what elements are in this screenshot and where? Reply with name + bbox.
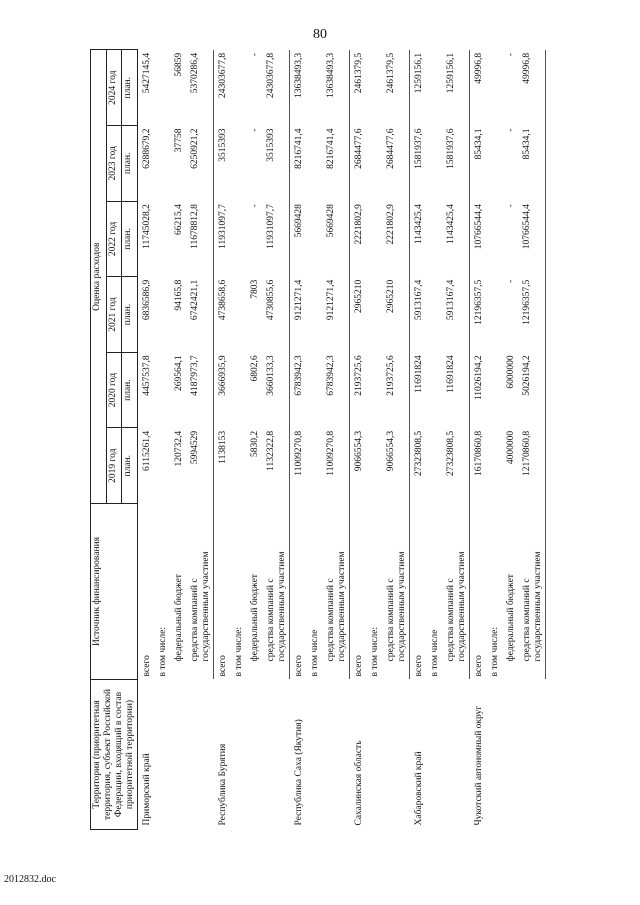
territory-cell: Сахалинская область bbox=[353, 740, 364, 826]
value-cell: 6836586,9 bbox=[142, 279, 152, 321]
value-cell: 12196357,5 bbox=[474, 279, 484, 325]
value-cell: 6742421,1 bbox=[186, 277, 214, 353]
value-cell: - bbox=[506, 52, 516, 57]
value-cell bbox=[154, 201, 170, 277]
value-cell bbox=[426, 50, 442, 126]
source-cell: средства компаний с государственным участием bbox=[518, 504, 546, 680]
value-cell: 2221802,9 bbox=[382, 201, 410, 277]
value-cell bbox=[230, 126, 246, 202]
value-cell: 120732,4 bbox=[174, 430, 184, 467]
value-cell bbox=[306, 352, 322, 428]
value-cell: 4457537,8 bbox=[142, 355, 152, 396]
value-cell: 12196357,5 bbox=[518, 277, 546, 353]
value-cell: 11691824 bbox=[442, 352, 470, 428]
value-cell: 11931097,7 bbox=[262, 201, 290, 277]
value-cell: - bbox=[250, 204, 260, 208]
source-cell: всего bbox=[354, 655, 364, 677]
territory-cell: Чукотский автономный округ bbox=[473, 705, 484, 826]
territory-cell: Республика Бурятия bbox=[217, 743, 228, 826]
value-cell: 49996,8 bbox=[518, 50, 546, 126]
value-cell bbox=[366, 50, 382, 126]
source-cell: в том числе: bbox=[490, 626, 500, 677]
value-cell: 85434,1 bbox=[474, 128, 484, 160]
source-cell: средства компаний с государственным участием bbox=[262, 504, 290, 680]
value-cell: 5913167,4 bbox=[442, 277, 470, 353]
value-cell: 11931097,7 bbox=[218, 204, 228, 249]
source-cell: средства компаний с государственным участием bbox=[186, 504, 214, 680]
value-cell: 5370286,4 bbox=[186, 50, 214, 126]
header-estimate: Оценка расходов bbox=[91, 50, 107, 504]
value-cell: 1138153 bbox=[218, 430, 228, 464]
value-cell: 1259156,1 bbox=[442, 50, 470, 126]
value-cell: 6115261,4 bbox=[142, 430, 152, 471]
value-cell bbox=[366, 126, 382, 202]
value-cell: 5427145,4 bbox=[142, 52, 152, 94]
header-year: 2021 год bbox=[106, 277, 122, 353]
value-cell bbox=[486, 428, 502, 504]
value-cell bbox=[230, 50, 246, 126]
source-cell: в том числе: bbox=[370, 626, 380, 677]
value-cell: 2965210 bbox=[382, 277, 410, 353]
value-cell: 6288679,2 bbox=[142, 128, 152, 169]
value-cell: 1581937,6 bbox=[442, 126, 470, 202]
value-cell bbox=[486, 277, 502, 353]
value-cell: 94165,8 bbox=[174, 279, 184, 311]
value-cell: 10766544,4 bbox=[474, 204, 484, 250]
value-cell: 1132322,8 bbox=[262, 428, 290, 504]
header-year: 2019 год bbox=[106, 428, 122, 504]
table-row bbox=[138, 50, 155, 830]
value-cell bbox=[426, 352, 442, 428]
header-plan: план. bbox=[122, 201, 138, 277]
value-cell: 27323808,5 bbox=[414, 430, 424, 477]
header-year: 2022 год bbox=[106, 201, 122, 277]
value-cell: - bbox=[250, 128, 260, 132]
value-cell bbox=[426, 201, 442, 277]
value-cell: 6783942,3 bbox=[294, 355, 304, 396]
value-cell bbox=[154, 428, 170, 504]
value-cell: 11678812,8 bbox=[186, 201, 214, 277]
value-cell bbox=[230, 428, 246, 504]
value-cell: - bbox=[506, 204, 516, 208]
table-row bbox=[350, 50, 367, 830]
value-cell bbox=[426, 126, 442, 202]
value-cell bbox=[366, 201, 382, 277]
header-plan: план. bbox=[122, 352, 138, 428]
value-cell: 6783942,3 bbox=[322, 352, 350, 428]
value-cell: 4730855,6 bbox=[262, 277, 290, 353]
value-cell: 5994529 bbox=[186, 428, 214, 504]
value-cell: 1143425,4 bbox=[414, 204, 424, 245]
value-cell bbox=[486, 352, 502, 428]
table-row bbox=[410, 50, 427, 830]
value-cell: 8216741,4 bbox=[322, 126, 350, 202]
value-cell: 49996,8 bbox=[474, 52, 484, 84]
source-cell: в том числе bbox=[310, 629, 320, 677]
value-cell: 5830,2 bbox=[250, 430, 260, 458]
value-cell: 13638493,3 bbox=[294, 52, 304, 99]
value-cell: 2684477,6 bbox=[382, 126, 410, 202]
value-cell: 37758 bbox=[174, 128, 184, 153]
territory-cell: Хабаровский край bbox=[413, 751, 424, 826]
value-cell bbox=[366, 428, 382, 504]
header-source: Источник финансирования bbox=[91, 504, 138, 680]
value-cell: 56859 bbox=[174, 52, 184, 77]
value-cell: 9121271,4 bbox=[294, 279, 304, 321]
value-cell bbox=[154, 277, 170, 353]
value-cell: 2193725,6 bbox=[382, 352, 410, 428]
value-cell: - bbox=[506, 128, 516, 132]
value-cell: 11009270,8 bbox=[294, 430, 304, 476]
header-year: 2024 год bbox=[106, 50, 122, 126]
value-cell bbox=[486, 126, 502, 202]
value-cell: 4000000 bbox=[506, 430, 516, 465]
file-name: 2012832.doc bbox=[4, 874, 56, 885]
value-cell: 24303677,8 bbox=[218, 52, 228, 99]
table-row bbox=[290, 50, 307, 830]
value-cell: 11745028,2 bbox=[142, 204, 152, 249]
value-cell: 66215,4 bbox=[174, 204, 184, 235]
source-cell: федеральный бюджет bbox=[250, 574, 260, 662]
value-cell: 11009270,8 bbox=[322, 428, 350, 504]
value-cell: 12170860,8 bbox=[518, 428, 546, 504]
value-cell: 9066554,3 bbox=[382, 428, 410, 504]
value-cell: 11026194,2 bbox=[474, 355, 484, 401]
value-cell: 3515393 bbox=[218, 128, 228, 162]
value-cell: 9121271,4 bbox=[322, 277, 350, 353]
value-cell: 269564,1 bbox=[174, 355, 184, 391]
header-plan: план. bbox=[122, 277, 138, 353]
value-cell bbox=[230, 277, 246, 353]
value-cell: 4738658,6 bbox=[218, 279, 228, 321]
value-cell: 7803 bbox=[250, 279, 260, 299]
value-cell bbox=[426, 428, 442, 504]
header-plan: план. bbox=[122, 50, 138, 126]
value-cell: 6000000 bbox=[506, 355, 516, 389]
value-cell: 13638493,3 bbox=[322, 50, 350, 126]
value-cell: 10766544,4 bbox=[518, 201, 546, 277]
source-cell: средства компаний с государственным участием bbox=[382, 504, 410, 680]
source-cell: в том числе: bbox=[234, 626, 244, 677]
value-cell: 5026194,2 bbox=[518, 352, 546, 428]
page-number: 80 bbox=[313, 27, 327, 42]
value-cell: 2221802,9 bbox=[354, 204, 364, 245]
value-cell bbox=[486, 50, 502, 126]
value-cell bbox=[306, 428, 322, 504]
expenses-table bbox=[90, 49, 546, 830]
value-cell bbox=[306, 277, 322, 353]
source-cell: всего bbox=[414, 655, 424, 677]
value-cell: 2684477,6 bbox=[354, 128, 364, 169]
table-row bbox=[470, 50, 487, 830]
value-cell: 1581937,6 bbox=[414, 128, 424, 169]
value-cell bbox=[426, 277, 442, 353]
header-plan: план. bbox=[122, 428, 138, 504]
value-cell: - bbox=[250, 52, 260, 57]
value-cell: 5669428 bbox=[294, 204, 304, 238]
value-cell: 2461379,5 bbox=[382, 50, 410, 126]
rotated-table-container bbox=[90, 50, 638, 830]
value-cell bbox=[230, 201, 246, 277]
table-body bbox=[138, 50, 546, 830]
value-cell: - bbox=[506, 279, 516, 283]
source-cell: в том числе bbox=[430, 629, 440, 677]
value-cell: 8216741,4 bbox=[294, 128, 304, 169]
value-cell bbox=[230, 352, 246, 428]
value-cell: 1259156,1 bbox=[414, 52, 424, 94]
header-year: 2020 год bbox=[106, 352, 122, 428]
source-cell: всего bbox=[218, 655, 228, 677]
territory-cell: Приморский край bbox=[142, 753, 152, 826]
value-cell bbox=[306, 201, 322, 277]
value-cell bbox=[366, 277, 382, 353]
source-cell: в том числе: bbox=[158, 626, 168, 677]
value-cell bbox=[306, 126, 322, 202]
table-header bbox=[91, 50, 138, 830]
value-cell: 6802,6 bbox=[250, 355, 260, 382]
value-cell: 11691824 bbox=[414, 355, 424, 393]
table-row bbox=[214, 50, 231, 830]
territory-cell: Республика Саха (Якутия) bbox=[293, 719, 304, 826]
value-cell bbox=[154, 352, 170, 428]
value-cell: 5913167,4 bbox=[414, 279, 424, 321]
value-cell: 85434,1 bbox=[518, 126, 546, 202]
source-cell: всего bbox=[294, 655, 304, 677]
value-cell: 2461379,5 bbox=[354, 52, 364, 94]
source-cell: всего bbox=[474, 655, 484, 677]
source-cell: федеральный бюджет bbox=[506, 574, 516, 662]
value-cell: 3515393 bbox=[262, 126, 290, 202]
value-cell: 6250921,2 bbox=[186, 126, 214, 202]
source-cell: средства компаний с государственным участием bbox=[322, 504, 350, 680]
value-cell bbox=[366, 352, 382, 428]
value-cell: 3666935,9 bbox=[218, 355, 228, 396]
value-cell: 2193725,6 bbox=[354, 355, 364, 396]
value-cell: 24303677,8 bbox=[262, 50, 290, 126]
source-cell: всего bbox=[142, 655, 152, 677]
value-cell bbox=[306, 50, 322, 126]
header-territory: Территория (приоритетная территория, субъект Российской Федерации, входящий в состав приоритетной территории) bbox=[91, 680, 138, 830]
source-cell: средства компаний с государственным участием bbox=[442, 504, 470, 680]
value-cell: 3660133,3 bbox=[262, 352, 290, 428]
value-cell: 2965210 bbox=[354, 279, 364, 313]
header-plan: план. bbox=[122, 126, 138, 202]
value-cell bbox=[486, 201, 502, 277]
value-cell bbox=[154, 50, 170, 126]
value-cell: 9066554,3 bbox=[354, 430, 364, 472]
header-year: 2023 год bbox=[106, 126, 122, 202]
value-cell: 16170860,8 bbox=[474, 430, 484, 477]
value-cell: 1143425,4 bbox=[442, 201, 470, 277]
value-cell bbox=[154, 126, 170, 202]
value-cell: 5669428 bbox=[322, 201, 350, 277]
source-cell: федеральный бюджет bbox=[174, 574, 184, 662]
value-cell: 4187973,7 bbox=[186, 352, 214, 428]
value-cell: 27323808,5 bbox=[442, 428, 470, 504]
